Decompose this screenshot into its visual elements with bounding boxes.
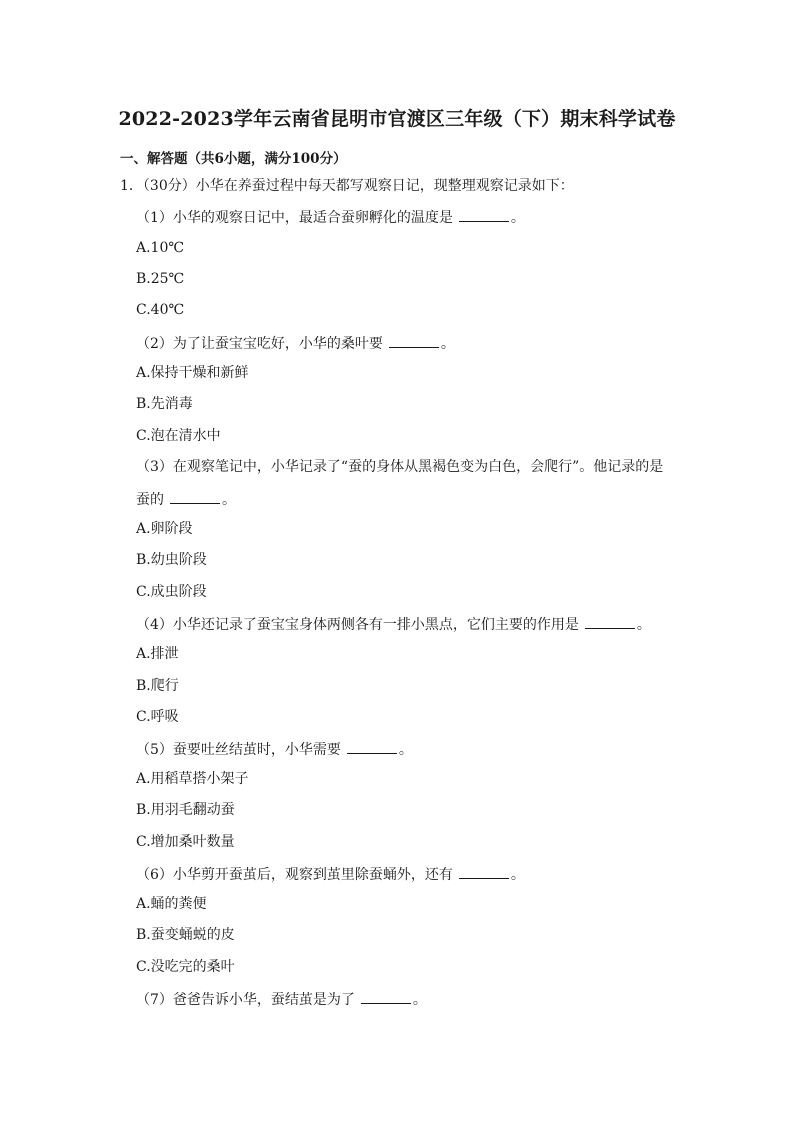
exam-title: 2022-2023学年云南省昆明市官渡区三年级（下）期末科学试卷 bbox=[118, 108, 676, 130]
option-3c: C.成虫阶段 bbox=[136, 584, 207, 600]
option-6c: C.没吃完的桑叶 bbox=[136, 959, 235, 975]
subquestion-4-end: 。 bbox=[636, 617, 651, 633]
option-5b: B.用羽毛翻动蚕 bbox=[136, 802, 235, 818]
option-2c: C.泡在清水中 bbox=[136, 428, 221, 444]
option-2b: B.先消毒 bbox=[136, 396, 193, 412]
option-4c: C.呼吸 bbox=[136, 709, 179, 725]
option-1a: A.10℃ bbox=[136, 240, 185, 256]
subquestion-6 bbox=[136, 864, 525, 884]
subquestion-5-stem: （5）蚕要吐丝结茧时，小华需要 bbox=[136, 742, 341, 758]
option-1b: B.25℃ bbox=[136, 271, 185, 287]
subquestion-7-stem: （7）爸爸告诉小华，蚕结茧是为了 bbox=[136, 992, 355, 1008]
option-5c: C.增加桑叶数量 bbox=[136, 834, 235, 850]
subquestion-5 bbox=[136, 739, 413, 759]
answer-blank-1[interactable] bbox=[459, 207, 509, 222]
question-1-lead: 1．（30分）小华在养蚕过程中每天都写观察日记，现整理观察记录如下： bbox=[120, 178, 574, 194]
option-6a: A.蛹的粪便 bbox=[136, 896, 207, 912]
answer-blank-3[interactable] bbox=[170, 489, 220, 504]
subquestion-6-stem: （6）小华剪开蚕茧后，观察到茧里除蚕蛹外，还有 bbox=[136, 867, 453, 883]
subquestion-2-stem: （2）为了让蚕宝宝吃好，小华的桑叶要 bbox=[136, 336, 383, 352]
subquestion-7-end: 。 bbox=[412, 992, 427, 1008]
answer-blank-2[interactable] bbox=[389, 333, 439, 348]
subquestion-4-stem: （4）小华还记录了蚕宝宝身体两侧各有一排小黑点，它们主要的作用是 bbox=[136, 617, 579, 633]
subquestion-1-stem: （1）小华的观察日记中，最适合蚕卵孵化的温度是 bbox=[136, 210, 453, 226]
subquestion-3-end: 。 bbox=[222, 492, 236, 508]
subquestion-1 bbox=[136, 207, 525, 227]
answer-blank-6[interactable] bbox=[459, 864, 509, 879]
option-1c: C.40℃ bbox=[136, 302, 185, 318]
answer-blank-5[interactable] bbox=[347, 739, 397, 754]
subquestion-1-end: 。 bbox=[510, 210, 525, 226]
subquestion-6-end: 。 bbox=[510, 867, 525, 883]
subquestion-3: （3）在观察笔记中，小华记录了“蚕的身体从黑褐色变为白色，会爬行”。他记录的是 bbox=[136, 459, 664, 475]
answer-blank-4[interactable] bbox=[585, 614, 635, 629]
section-heading: 一、解答题（共6小题，满分100分） bbox=[120, 151, 347, 167]
subquestion-3-cont bbox=[136, 489, 236, 509]
subquestion-5-end: 。 bbox=[398, 742, 413, 758]
subquestion-2 bbox=[136, 333, 455, 353]
option-5a: A.用稻草搭小架子 bbox=[136, 771, 249, 787]
subquestion-4 bbox=[136, 614, 651, 634]
option-4b: B.爬行 bbox=[136, 678, 179, 694]
subquestion-3-stem2: 蚕的 bbox=[136, 492, 164, 508]
option-4a: A.排泄 bbox=[136, 646, 179, 662]
subquestion-2-end: 。 bbox=[440, 336, 455, 352]
subquestion-7 bbox=[136, 989, 427, 1009]
option-3a: A.卵阶段 bbox=[136, 521, 193, 537]
option-2a: A.保持干燥和新鲜 bbox=[136, 365, 249, 381]
answer-blank-7[interactable] bbox=[361, 989, 411, 1004]
option-6b: B.蚕变蛹蜕的皮 bbox=[136, 927, 235, 943]
option-3b: B.幼虫阶段 bbox=[136, 552, 207, 568]
